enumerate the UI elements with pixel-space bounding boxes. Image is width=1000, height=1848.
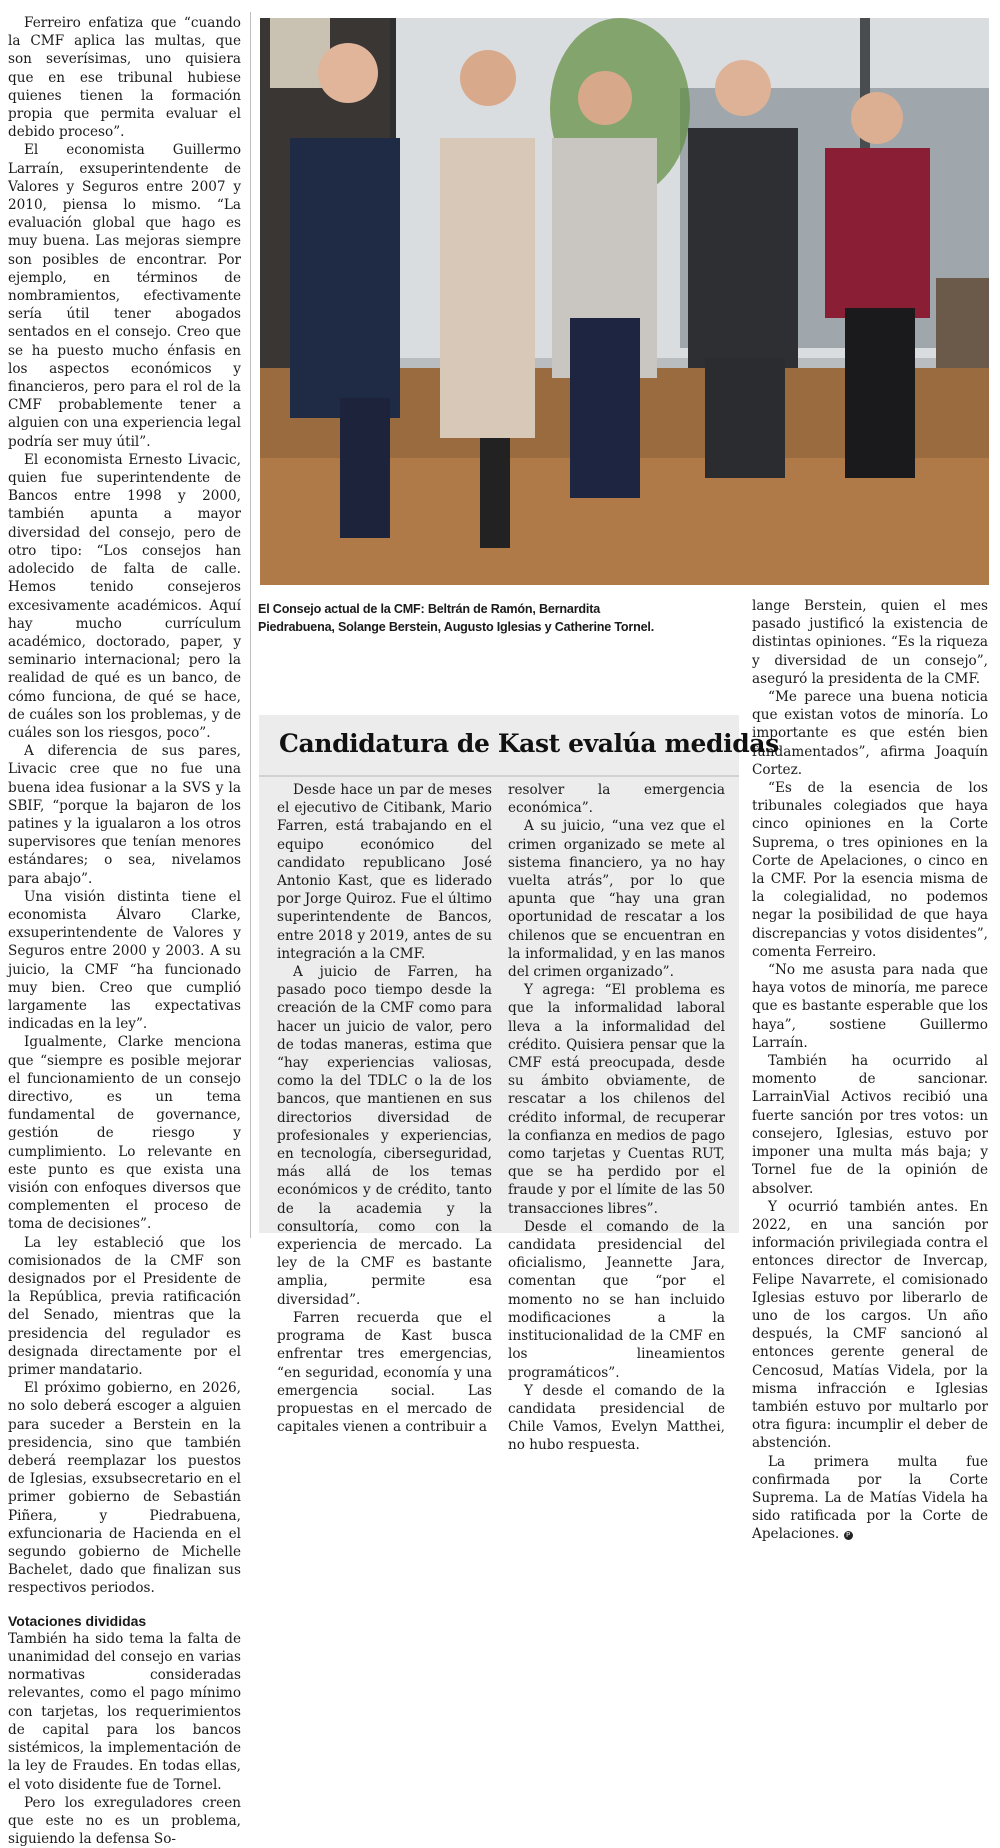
paragraph: Desde hace un par de meses el ejecutivo de Citibank, Mario Farren, está trabajando en el equipo económico del candidato republicano José Antonio Kast, que es liderado por Jorge Quiroz. Fue el último superintendente de Bancos, entre 2018 y 2019, antes de su integración a la CMF.	[277, 782, 492, 962]
paragraph: Y desde el comando de la candidata presidencial de Chile Vamos, Evelyn Matthei, no hubo respuesta.	[508, 1382, 725, 1454]
paragraph	[752, 1453, 988, 1544]
paragraph: Desde el comando de la candidata presidencial del oficialismo, Jeannette Jara, comentan que “por el momento no se han incluido modificaciones a la institucionalidad de la CMF en los lineamientos programáticos”.	[508, 1218, 725, 1381]
paragraph: resolver la emergencia económica”.	[508, 782, 725, 817]
closing-paragraph-text: La primera multa fue confirmada por la Corte Suprema. La de Matías Videla ha sido ratificada por la Corte de Apelaciones.	[752, 1453, 988, 1543]
sidebar-column-1	[277, 781, 492, 1436]
sidebar-box	[259, 715, 779, 1454]
paragraph: Y ocurrió también antes. En 2022, en una sanción por información privilegiada contra el entonces director de Invercap, Felipe Navarrete, el comisionado Iglesias estuvo por liberarlo de uno de los cargos. Un año después, la CMF sancionó al entonces gerente general de Cencosud, Matías Videla, por la misma infracción e Iglesias también estuvo por multarlo por otra figura: incumplir el deber de abstención.	[752, 1198, 988, 1452]
section-subhead: Votaciones divididas	[8, 1612, 147, 1629]
paragraph: lange Berstein, quien el mes pasado justificó la existencia de distintas opiniones. “Es la riqueza y diversidad de un consejo”, aseguró la presidenta de la CMF.	[752, 598, 988, 687]
paragraph: A juicio de Farren, ha pasado poco tiempo desde la creación de la CMF como para hacer un juicio de valor, pero de todas maneras, estima que “hay experiencias valiosas, como la del TDLC o la de los bancos, que mantienen en sus directorios diversidad de profesionales y experiencias, en tecnología, ciberseguridad, más allá de los temas económicos y de crédito, tanto de la academia y la consultoría, como con la experiencia de mercado. La ley de la CMF es bastante amplia, permite esa diversidad”.	[277, 964, 492, 1308]
paragraph: “No me asusta para nada que haya votos de minoría, me parece que es bastante esperable que los haya”, sostiene Guillermo Larraín.	[752, 962, 988, 1051]
sidebar-title-rule	[259, 775, 739, 777]
left-column	[8, 14, 241, 1848]
paragraph: A su juicio, “una vez que el crimen organizado se mete al sistema financiero, ya no hay vuelta atrás”, por lo que apunta que “hay una gran oportunidad de rescatar a los chilenos que se encuentran en la informalidad, y en las manos del crimen organizado”.	[508, 818, 725, 981]
paragraph: El próximo gobierno, en 2026, no solo deberá escoger a alguien para suceder a Berstein en la presidencia, sino que también deberá reemplazar los puestos de Iglesias, exsubsecretario en el primer gobierno de Sebastián Piñera, y Piedrabuena, exfuncionaria de Hacienda en el segundo gobierno de Michelle Bachelet, dado que finalizan sus respectivos periodos.	[8, 1380, 241, 1597]
photo-caption: El Consejo actual de la CMF: Beltrán de Ramón, Bernardita Piedrabuena, Solange Berstein, Augusto Iglesias y Catherine Tornel.	[258, 602, 654, 634]
paragraph: También ha sido tema la falta de unanimidad del consejo en varias normativas consideradas relevantes, como el pago mínimo con tarjetas, los requerimientos de capital para los bancos sistémicos, la implementación de la ley de Fraudes. En todas ellas, el voto disidente fue de Tornel.	[8, 1630, 241, 1793]
paragraph: El economista Guillermo Larraín, exsuperintendente de Valores y Seguros entre 2007 y 2010, piensa lo mismo. “La evaluación global que hago es muy buena. Las mejoras siempre son posibles de encontrar. Por ejemplo, en términos de nombramientos, efectivamente sería útil tener abogados sentados en el consejo. Creo que se ha puesto mucho énfasis en los aspectos económicos y financieros, pero para el rol de la CMF probablemente tener a alguien con una experiencia legal podría ser muy útil”.	[8, 142, 241, 450]
paragraph: La ley estableció que los comisionados de la CMF son designados por el Presidente de la República, previa ratificación del Senado, mientras que la presidencia del regulador es designada directamente por el primer mandatario.	[8, 1234, 241, 1379]
paragraph: Y agrega: “El problema es que la informalidad laboral lleva a la informalidad del crédito. Quisiera pensar que la CMF está preocupada, desde su ámbito obviamente, de rescatar a los chilenos del crédito informal, de recuperar la confianza en medios de pago como tarjetas y Cuentas RUT, que se ha perdido por el fraude y por el límite de las 50 transacciones libres”.	[508, 982, 725, 1217]
paragraph: Una visión distinta tiene el economista Álvaro Clarke, exsuperintendente de Valores y Seguros entre 2000 y 2003. A su juicio, la CMF “ha funcionado muy bien. Creo que cumplió largamente las expectativas indicadas en la ley”.	[8, 888, 241, 1033]
sidebar-title: Candidatura de Kast evalúa medidas	[279, 729, 779, 758]
paragraph: Pero los exreguladores creen que este no es un problema, siguiendo la defensa So-	[8, 1794, 241, 1848]
right-column	[752, 597, 988, 1544]
paragraph: El economista Ernesto Livacic, quien fue superintendente de Bancos entre 1998 y 2000, también apunta a mayor diversidad del consejo, pero de otro tipo: “Los consejos han adolecido de falta de calle. Hemos tenido consejeros excesivamente académicos. Aquí hay mucho currículum académico, doctorado, paper, y seminario internacional; pero la realidad de qué es un banco, de cómo funciona, de qué se hace, de cuáles son los problemas, y de cuáles son los riesgos, poco”.	[8, 451, 241, 741]
paragraph: “Es de la esencia de los tribunales colegiados que haya cinco opiniones en la Corte Suprema, o tres opiniones en la Corte de Apelaciones, o cinco en la CMF. Por la esencia misma de la colegialidad, no podemos negar la posibilidad de que haya discrepancias y votos disidentes”, comenta Ferreiro.	[752, 780, 988, 960]
end-of-article-icon: P	[844, 1531, 853, 1540]
column-divider	[250, 12, 251, 1238]
paragraph: Igualmente, Clarke menciona que “siempre es posible mejorar el funcionamiento de un consejo directivo, es un tema fundamental de governance, gestión de riesgo y cumplimiento. Lo relevante en este punto es que exista una visión con enfoques diversos que complementen el proceso de toma de decisiones”.	[8, 1034, 241, 1233]
paragraph: “Me parece una buena noticia que existan votos de minoría. Lo importante es que estén bien fundamentados”, afirma Joaquín Cortez.	[752, 689, 988, 778]
paragraph: También ha ocurrido al momento de sancionar. LarrainVial Activos recibió una fuerte sanción por tres votos: un consejero, Iglesias, estuvo por imponer una multa más baja; y Tornel fue de la opinión de absolver.	[752, 1053, 988, 1197]
paragraph: Farren recuerda que el programa de Kast busca enfrentar tres emergencias, “en seguridad, economía y una emergencia social. Las propuestas en el mercado de capitales vienen a contribuir a	[277, 1309, 492, 1436]
sidebar-column-2	[508, 781, 725, 1455]
council-group-photo	[260, 18, 989, 585]
paragraph: A diferencia de sus pares, Livacic cree que no fue una buena idea fusionar a la SVS y la SBIF, “porque la bajaron de los patines y la igualaron a los otros supervisores que tenían menores estándares; o sea, nivelamos para abajo”.	[8, 743, 241, 887]
paragraph: Ferreiro enfatiza que “cuando la CMF aplica las multas, que son severísimas, uno quisiera que en ese tribunal hubiese quienes tienen la formación propia que permita evaluar el debido proceso”.	[8, 15, 241, 141]
